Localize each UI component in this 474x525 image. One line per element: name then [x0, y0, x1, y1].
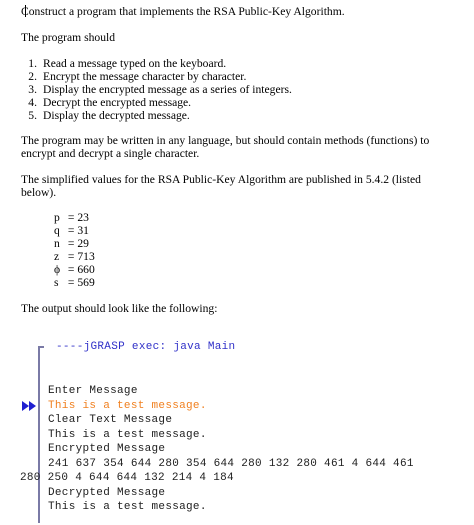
enter-message-prompt: Enter Message [48, 385, 138, 397]
list-item: 4. Decrypt the encrypted message. [28, 96, 192, 109]
should-heading: The program should [21, 31, 116, 44]
value-row: n = 29 [54, 237, 89, 250]
language-paragraph: The program may be written in any language, but should contain methods (functions) to encrypt and decrypt a single character. [21, 134, 430, 160]
value-row: z = 713 [54, 250, 95, 263]
console-gutter [38, 346, 40, 523]
run-arrow-icon [22, 401, 38, 411]
intro-text: Construct a program that implements the RSA Public-Key Algorithm. [21, 5, 345, 18]
value-row: q = 31 [54, 224, 89, 237]
user-input-line[interactable]: This is a test message. [48, 399, 207, 412]
list-item: 3. Display the encrypted message as a series of integers. [28, 83, 292, 96]
simplified-paragraph: The simplified values for the RSA Public-Key Algorithm are published in 5.4.2 (listed below). [21, 173, 421, 199]
output-heading: The output should look like the following: [21, 302, 218, 315]
encrypted-label: Encrypted Message [48, 443, 166, 455]
value-row: s = 569 [54, 276, 95, 289]
clear-text-value: This is a test message. [48, 428, 207, 441]
exec-line: ----jGRASP exec: java Main [56, 341, 236, 353]
decrypted-label: Decrypted Message [48, 486, 166, 499]
list-item: 5. Display the decrypted message. [28, 109, 190, 122]
value-row: ϕ = 660 [54, 263, 95, 276]
clear-text-label: Clear Text Message [48, 414, 173, 426]
steps-list [21, 57, 292, 122]
encrypted-values-line-2: 280 250 4 644 644 132 214 4 184 [20, 472, 234, 484]
encrypted-values-line-1: 241 637 354 644 280 354 644 280 132 280 461 4 644 461 [48, 457, 414, 470]
list-item: 2. Encrypt the message character by character. [28, 70, 247, 83]
value-row: p = 23 [54, 211, 89, 224]
console-gutter-tick [38, 346, 44, 348]
decrypted-value: This is a test message. [48, 501, 207, 513]
rsa-values [54, 211, 95, 289]
list-item: 1. Read a message typed on the keyboard. [28, 57, 227, 70]
